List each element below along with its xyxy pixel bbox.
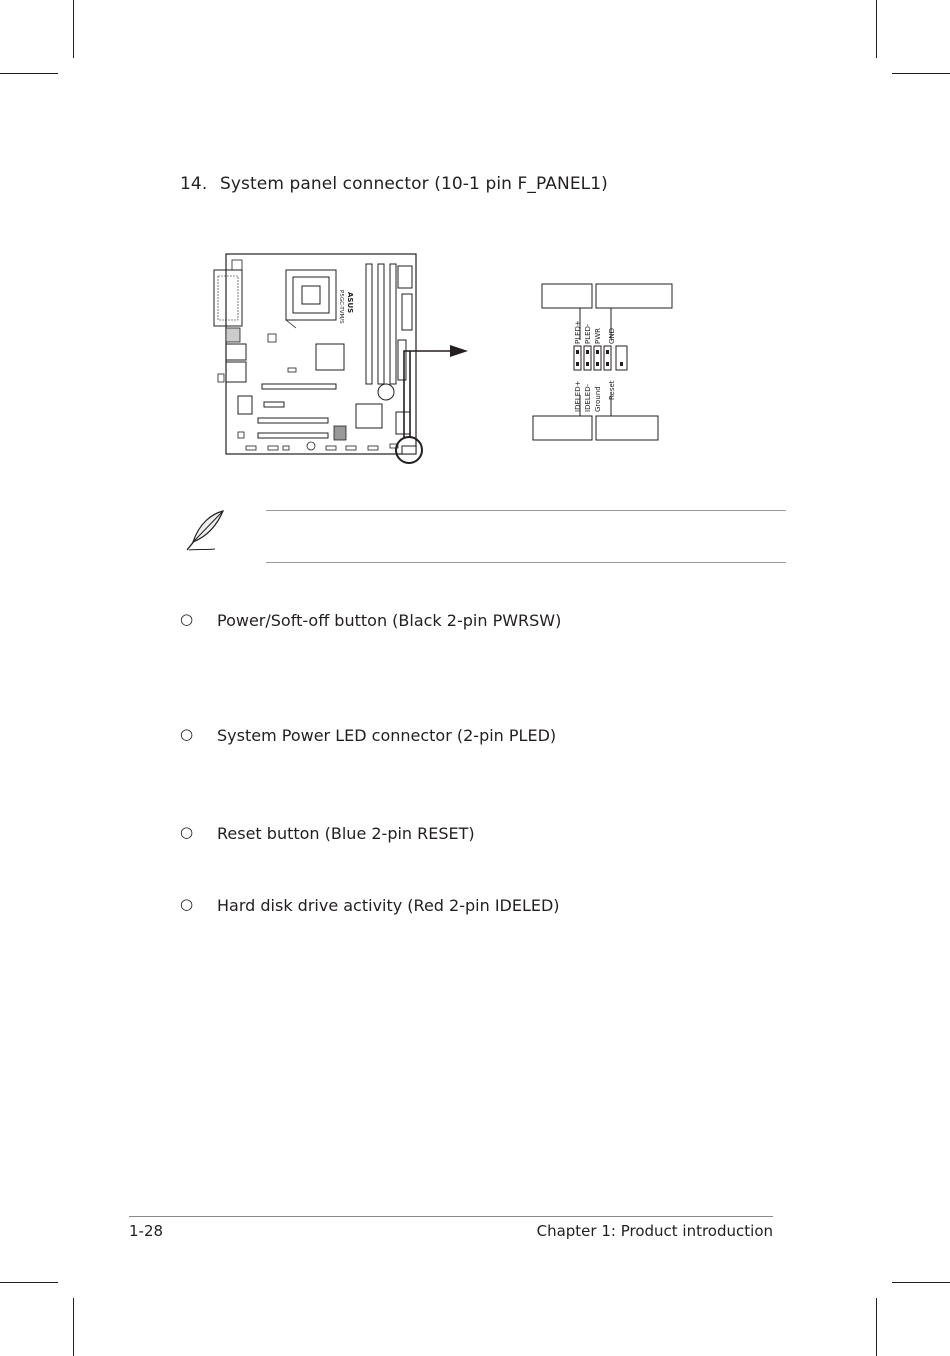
footer-rule [129,1216,773,1217]
circle-bullet-icon: ○ [180,725,194,743]
circle-bullet-icon: ○ [180,610,194,628]
list-item-text: Hard disk drive activity (Red 2-pin IDELED) [217,896,560,915]
crop-mark [892,1282,950,1283]
page-number: 1-28 [129,1222,164,1240]
svg-text:ASUS: ASUS [346,292,354,314]
list-item-text: System Power LED connector (2-pin PLED) [217,726,557,745]
circle-bullet-icon: ○ [180,895,194,913]
pin-label: IDELED- [584,383,592,412]
section-number: 14. [180,174,208,194]
pin-label: GND [608,327,616,344]
pin-label: PLED+ [574,320,582,344]
pin-label: IDELED+ [574,380,582,412]
note-rule-top [266,510,786,511]
pin-label: Ground [594,386,602,412]
chapter-title: Chapter 1: Product introduction [536,1222,773,1240]
crop-mark [876,1298,877,1356]
crop-mark [73,1298,74,1356]
list-item-text: Reset button (Blue 2-pin RESET) [217,824,475,843]
section-title: System panel connector (10-1 pin F_PANEL1) [220,174,608,194]
feather-quill-icon [183,508,229,554]
pin-label: PLED- [584,323,592,344]
crop-mark [0,1282,58,1283]
list-item-text: Power/Soft-off button (Black 2-pin PWRSW) [217,611,562,630]
board-model-label: P5GC-TVM/S [338,290,344,324]
note-rule-bottom [266,562,786,563]
motherboard-diagram [0,0,950,500]
circle-bullet-icon: ○ [180,823,194,841]
pin-label: PWR [594,327,602,344]
pin-label: Reset [608,380,616,400]
